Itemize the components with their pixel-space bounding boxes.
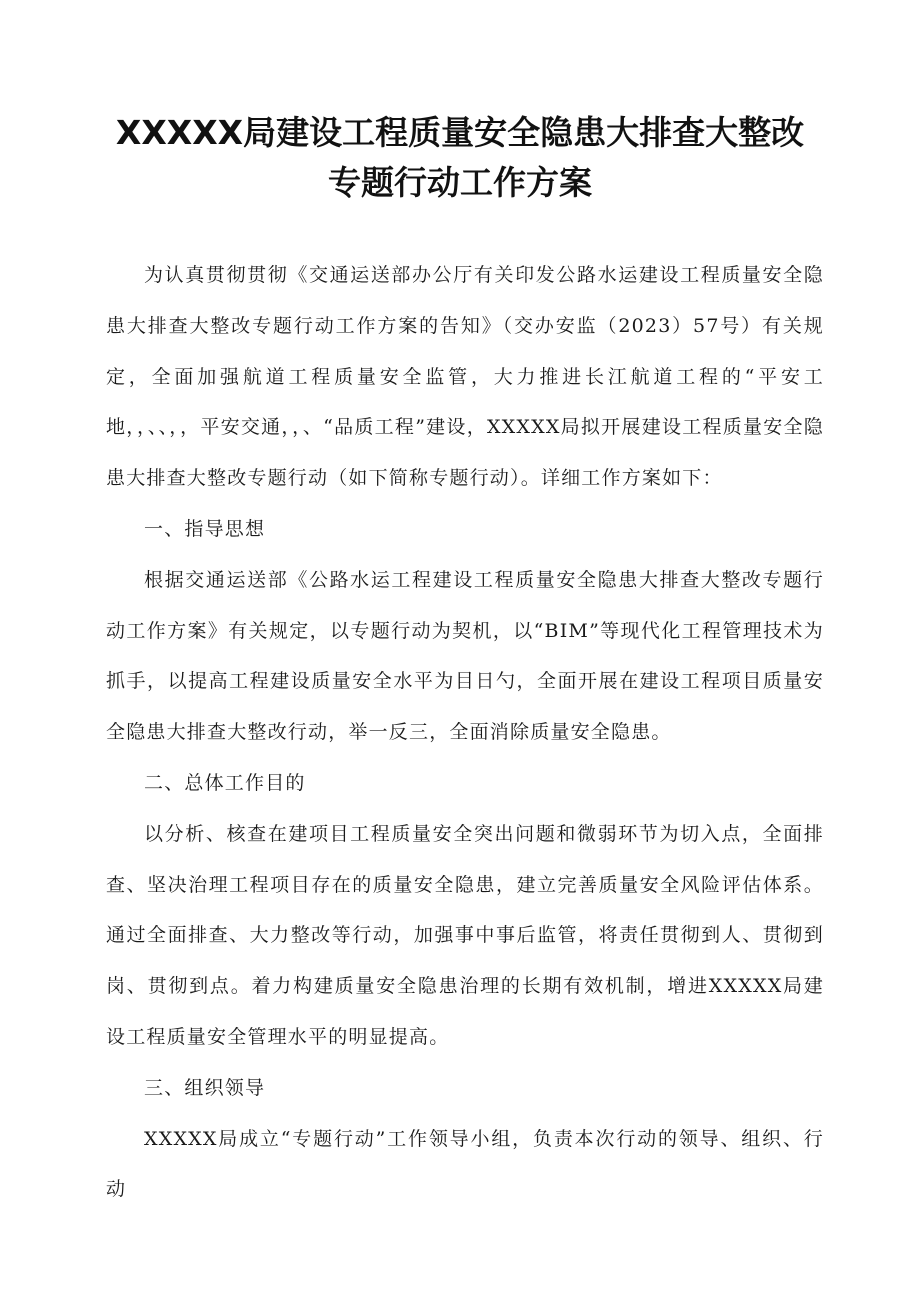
guiding-ideology-paragraph: 根据交通运送部《公路水运工程建设工程质量安全隐患大排查大整改专题行动工作方案》有关规定，以专题行动为契机，以“BIM”等现代化工程管理技术为抓手，以提高工程建设质量安全水平为目日勺，全面开展在建设工程项目质量安全隐患大排查大整改行动，举一反三，全面消除质量安全隐患。	[106, 568, 824, 744]
section-heading-overall-objective: 二、总体工作目的	[144, 771, 306, 794]
intro-paragraph: 为认真贯彻贯彻《交通运送部办公厅有关印发公路水运建设工程质量安全隐患大排查大整改专题行动工作方案的告知》（交办安监（2023）57号）有关规定，全面加强航道工程质量安全监管，大力推进长江航道工程的“平安工地，，、、，，平安交通，，、“品质工程”建设，XXXXX局拟开展建设工程质量安全隐患大排查大整改专题行动（如下简称专题行动）。详细工作方案如下：	[106, 264, 824, 490]
section-heading-guiding-ideology: 一、指导思想	[144, 517, 266, 540]
section-heading-organization-leadership: 三、组织领导	[144, 1076, 266, 1099]
organization-leadership-paragraph: XXXXX局成立“专题行动”工作领导小组，负责本次行动的领导、组织、行动	[106, 1127, 824, 1201]
document-title: XXXXX局建设工程质量安全隐患大排查大整改专题行动工作方案	[115, 113, 805, 202]
document-body	[106, 250, 824, 1215]
overall-objective-paragraph: 以分析、核查在建项目工程质量安全突出问题和微弱环节为切入点，全面排查、坚决治理工程项目存在的质量安全隐患，建立完善质量安全风险评估体系。通过全面排查、大力整改等行动，加强事中事后监管，将责任贯彻到人、贯彻到岗、贯彻到点。着力构建质量安全隐患治理的长期有效机制，增进XXXXX局建设工程质量安全管理水平的明显提高。	[106, 822, 824, 1048]
